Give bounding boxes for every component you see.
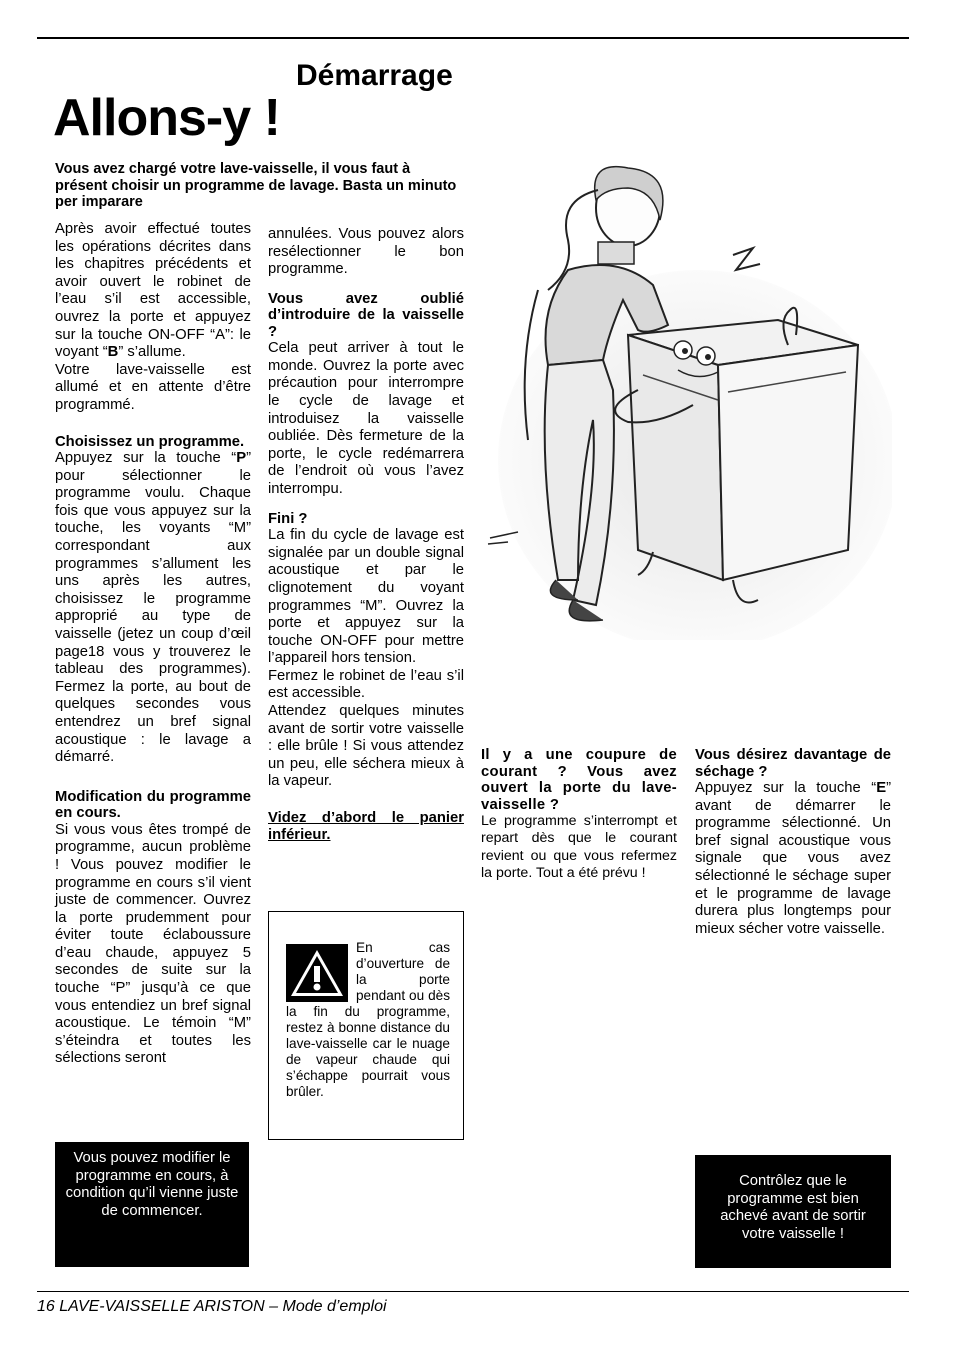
col2-end-text-3: Attendez quelques minutes avant de sortir votre vaisselle : elle brûle ! Si vous attendez un peu, elle séchera mieux à la vapeur. — [268, 703, 464, 790]
footer-brand: LAVE-VAISSELLE ARISTON — [59, 1298, 265, 1315]
col2-forgot-text: Cela peut arriver à tout le monde. Ouvrez la porte avec précaution pour interrompre le cycle de lavage et introduisez la vaisselle oubliée. Dès fermeture de la porte, le cycle redémarrera de l’endroit où vous l’avez interrompu. — [268, 340, 464, 498]
key-b: B — [107, 344, 119, 361]
key-p: P — [236, 450, 247, 467]
column-4 — [695, 747, 891, 938]
column-3 — [481, 747, 677, 883]
col2-continued-text: annulées. Vous pouvez alors resélectionner le bon programme. — [268, 226, 464, 278]
footer-dash: – — [269, 1298, 279, 1315]
heading-forgot-dishes: Vous avez oublié d’introduire de la vaisselle ? — [268, 290, 464, 340]
top-rule — [37, 37, 909, 39]
heading-finished: Fini ? — [268, 510, 308, 527]
column-1 — [55, 221, 251, 1068]
key-e: E — [876, 780, 887, 796]
warning-text: En cas d’ouverture de la porte pendant ou dès la fin du programme, restez à bonne distance du lave-vaisselle car le nuage de vapeur chaude qui s’échappe pourrait vous brûler. — [286, 940, 450, 1099]
page-number: 16 — [37, 1298, 55, 1315]
heading-power-cut: Il y a une coupure de courant ? Vous avez ouvert la porte du lave-vaisselle ? — [481, 747, 677, 813]
col1-para-1: Après avoir effectué toutes les opérations décrites dans les chapitres précédents et avoir ouvert le robinet de l’eau s’il est accessible, ouvrez la porte et appuyez sur la touche ON-OFF “A”: le voyant “B” s’allume. — [55, 221, 251, 361]
section-title: Démarrage — [296, 59, 453, 92]
bottom-rule — [37, 1291, 909, 1292]
col3-power-text: Le programme s’interrompt et repart dès que le courant revient ou que vous refermez la porte. Tout a été prévu ! — [481, 813, 677, 882]
col1-para-2: Votre lave-vaisselle est allumé et en attente d’être programmé. — [55, 361, 251, 413]
page-footer — [37, 1298, 387, 1316]
callout-modify-program: Vous pouvez modifier le programme en cours, à condition qu’il vienne juste de commencer. — [55, 1142, 249, 1267]
woman-dishwasher-illustration — [478, 160, 892, 640]
heading-more-drying: Vous désirez davantage de séchage ? — [695, 747, 891, 780]
heading-modify-program: Modification du programme en cours. — [55, 788, 251, 822]
col1-modify-text: Si vous vous êtes trompé de programme, aucun problème ! Vous pouvez modifier le programme en cours s’il vient juste de commencer. Ouvrez la porte prudemment pour éviter toute éclaboussure d’eau chaude, appuyez 5 secondes de suite sur la touche “P” jusqu’à ce que vous entendiez un bref signal acoustique. Le témoin “M” s’éteindra et toutes les sélections seront — [55, 821, 251, 1067]
col1-choose-text: Appuyez sur la touche “P” pour sélectionner le programme voulu. Chaque fois que vous appuyez sur la touche, les voyants “M” correspondant aux programmes s’allument les uns après les autres, choisissez le programme approprié au type de vaisselle (jetez un coup d’œil page18 vous y trouverez le tableau des programmes). Fermez la porte, au bout de quelques secondes vous entendrez un bref signal acoustique : le lavage a démarré. — [55, 450, 251, 766]
col2-end-text-1: La fin du cycle de lavage est signalée par un double signal acoustique et par le clignotement du voyant programmes “M”. Ouvrez la porte et appuyez sur la touche ON-OFF pour mettre l’appareil hors tension. — [268, 527, 464, 667]
footer-doc: Mode d’emploi — [282, 1298, 387, 1315]
warning-box — [268, 911, 464, 1140]
intro-text: Vous avez chargé votre lave-vaisselle, il vous faut à présent choisir un programme de lavage. Basta un minuto per imparare — [55, 161, 457, 210]
col4-dry-text: Appuyez sur la touche “E” avant de démarrer le programme sélectionné. Un bref signal acoustique vous signale que vous avez sélectionné le séchage super et le programme de lavage durera plus longtemps pour mieux sécher votre vaisselle. — [695, 780, 891, 937]
heading-choose-program: Choisissez un programme. — [55, 433, 245, 450]
col2-end-text-2: Fermez le robinet de l’eau s’il est accessible. — [268, 667, 464, 702]
heading-empty-lower-basket: Videz d’abord le panier inférieur. — [268, 810, 464, 843]
column-2 — [268, 226, 464, 843]
callout-check-program: Contrôlez que le programme est bien achevé avant de sortir votre vaisselle ! — [695, 1155, 891, 1268]
page-title: Allons-y ! — [53, 89, 280, 147]
